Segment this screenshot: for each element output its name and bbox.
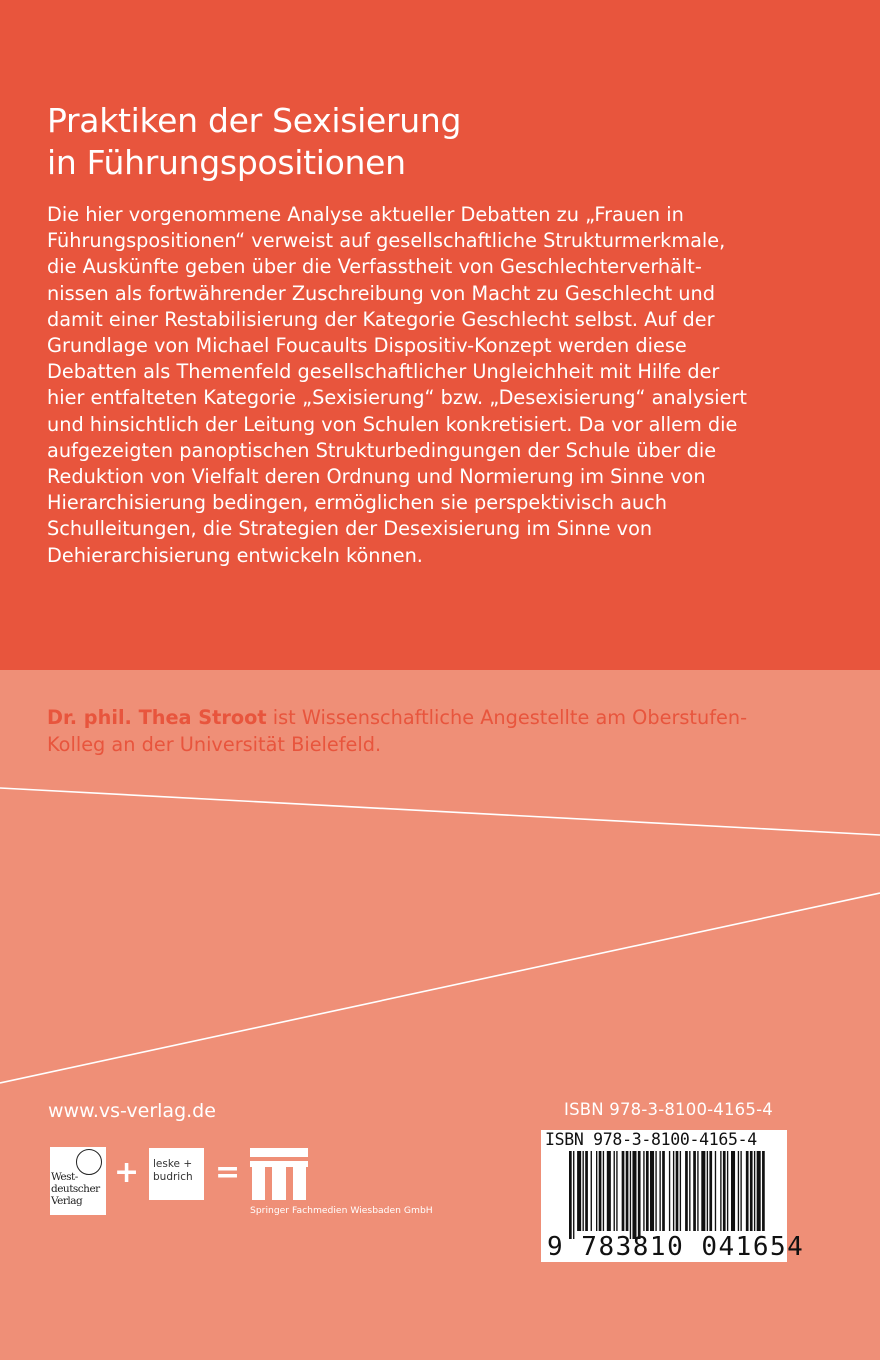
logo-text: budrich (153, 1171, 193, 1183)
barcode-bar (585, 1151, 588, 1231)
description-line: und hinsichtlich der Leitung von Schulen konkretisiert. Da vor allem die (47, 412, 738, 436)
barcode-bar (727, 1151, 728, 1231)
barcode-bar (573, 1151, 574, 1239)
barcode-bar (591, 1151, 592, 1231)
barcode-bar (693, 1151, 696, 1231)
barcode-bar (616, 1151, 617, 1231)
barcode-bar (720, 1151, 721, 1231)
barcode-bar (750, 1151, 753, 1231)
barcode-bar (614, 1151, 615, 1231)
barcode-bar (676, 1151, 679, 1231)
logo-text: deutscher (51, 1183, 100, 1195)
title-line: in Führungspositionen (47, 143, 406, 182)
barcode-bar (646, 1151, 649, 1231)
logo-text: West- (51, 1171, 78, 1183)
author-bio-line: Kolleg an der Universität Bielefeld. (47, 732, 382, 756)
description-line: nissen als fortwährender Zuschreibung von Macht zu Geschlecht und (47, 281, 715, 305)
barcode-bar (655, 1151, 656, 1231)
description-line: Grundlage von Michael Foucaults Dispositiv-Konzept werden diese (47, 334, 687, 358)
barcode-bar (603, 1151, 604, 1231)
description-line: damit einer Restabilisierung der Kategorie Geschlecht selbst. Auf der (47, 307, 715, 331)
barcode-bar (680, 1151, 681, 1231)
logo-text: leske + (153, 1158, 193, 1170)
book-title (47, 100, 461, 184)
description-line: hier entfalteten Kategorie „Sexisierung“ bzw. „Desexisierung“ analysiert (47, 386, 747, 410)
barcode-bar (607, 1151, 611, 1231)
barcode-bar (740, 1151, 741, 1231)
barcode-bar (697, 1151, 698, 1231)
barcode-bar (662, 1151, 665, 1231)
barcode-bar (626, 1151, 629, 1231)
author-bio-line (47, 705, 847, 732)
barcode-bar (709, 1151, 712, 1231)
barcode-bar (630, 1151, 631, 1239)
barcode-digits: 9 783810 041654 (547, 1232, 805, 1262)
description-line: die Auskünfte geben über die Verfasstheit von Geschlechterverhält- (47, 255, 702, 279)
barcode-bar (738, 1151, 739, 1231)
description-line: Schulleitungen, die Strategien der Desexisierung im Sinne von (47, 517, 653, 541)
barcode-bar (577, 1151, 581, 1231)
barcode-bar (632, 1151, 636, 1239)
barcode-bar (715, 1151, 716, 1231)
author-name: Dr. phil. Thea Stroot (47, 706, 267, 729)
springer-caption: Springer Fachmedien Wiesbaden GmbH (250, 1205, 433, 1216)
barcode-bar (659, 1151, 660, 1231)
description-line: Debatten als Themenfeld gesellschaftlicher Ungleichheit mit Hilfe der (47, 360, 720, 384)
author-bio (47, 705, 847, 758)
wv-monogram-icon (76, 1149, 102, 1175)
author-bio-text: ist Wissenschaftliche Angestellte am Oberstufen- (266, 706, 748, 729)
barcode-bar (685, 1151, 688, 1231)
barcode-bar (731, 1151, 735, 1231)
isbn-label: ISBN 978-3-8100-4165-4 (564, 1100, 773, 1119)
description-line: Reduktion von Vielfalt deren Ordnung und Normierung im Sinne von (47, 465, 706, 489)
springer-fachmedien-logo-icon (250, 1148, 308, 1200)
description-line: aufgezeigten panoptischen Strukturbedingungen der Schule über die (47, 438, 717, 462)
barcode-bar (650, 1151, 654, 1231)
westdeutscher-verlag-logo (50, 1147, 106, 1215)
isbn-barcode (541, 1130, 805, 1262)
equals-sign: = (215, 1155, 241, 1190)
logo-text: Verlag (51, 1195, 83, 1207)
description-line: Die hier vorgenommene Analyse aktueller Debatten zu „Frauen in (47, 203, 684, 226)
book-description (47, 202, 847, 569)
barcode-bar (762, 1151, 765, 1231)
barcode-bar (689, 1151, 690, 1231)
description-line: Führungspositionen“ verweist auf gesellschaftliche Strukturmerkmale, (47, 229, 726, 253)
barcode-isbn-text: ISBN 978-3-8100-4165-4 (545, 1130, 757, 1149)
publisher-website[interactable]: www.vs-verlag.de (48, 1100, 216, 1122)
barcode-bar (583, 1151, 584, 1231)
barcode-bar (622, 1151, 625, 1231)
barcode-bar (596, 1151, 597, 1231)
title-line: Praktiken der Sexisierung (47, 101, 462, 140)
description-line: Hierarchisierung bedingen, ermöglichen sie perspektivisch auch (47, 491, 667, 515)
barcode-bar (669, 1151, 670, 1231)
plus-sign: + (114, 1155, 140, 1190)
barcode-bar (701, 1151, 705, 1231)
barcode-bars (569, 1151, 765, 1239)
barcode-bar (723, 1151, 726, 1231)
barcode-bar (673, 1151, 674, 1231)
barcode-bar (746, 1151, 749, 1231)
barcode-bar (643, 1151, 644, 1231)
description-line: Dehierarchisierung entwickeln können. (47, 543, 423, 567)
barcode-bar (757, 1151, 761, 1231)
barcode-bar (754, 1151, 755, 1231)
barcode-bar (638, 1151, 641, 1239)
barcode-bar (707, 1151, 708, 1231)
barcode-bar (599, 1151, 602, 1231)
leske-budrich-logo (149, 1148, 204, 1200)
barcode-bar (569, 1151, 572, 1239)
